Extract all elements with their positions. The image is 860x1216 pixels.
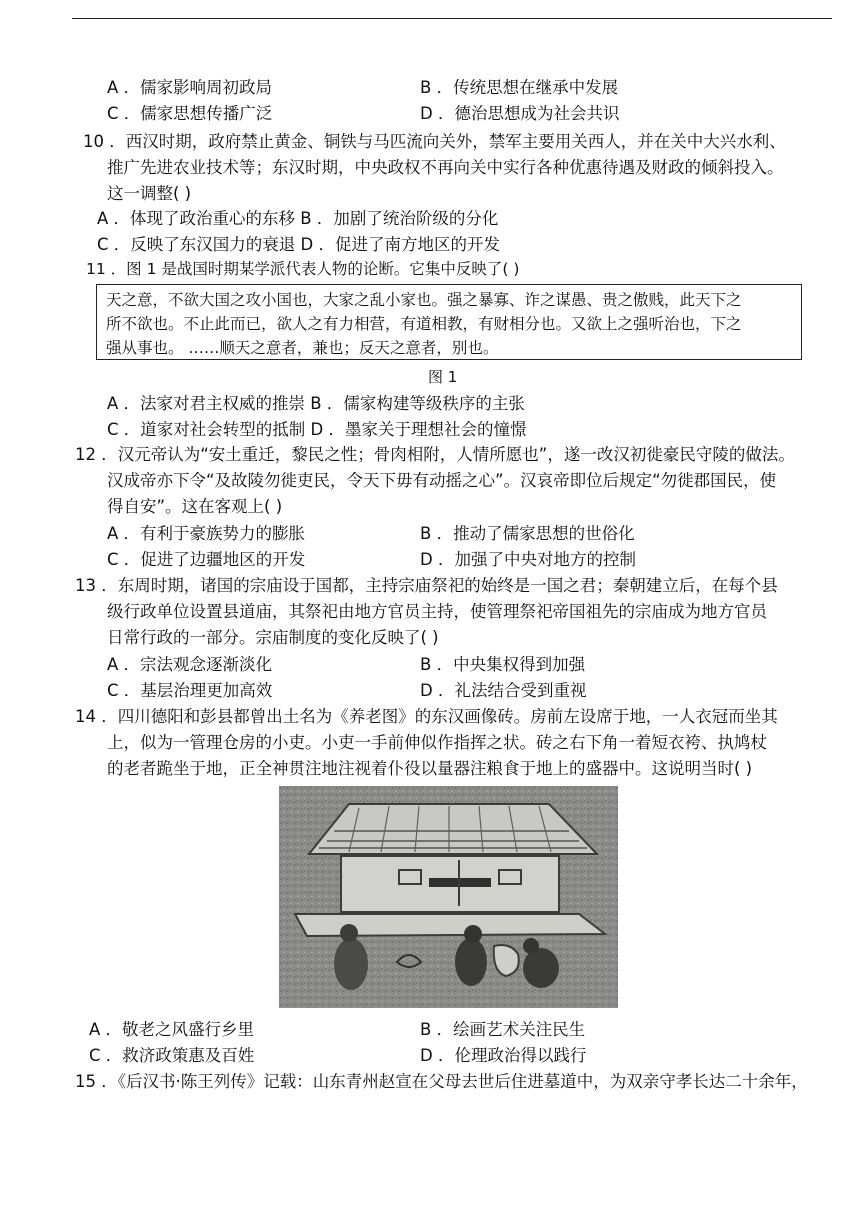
q14-stem-line-1: 14 ．四川德阳和彭县都曾出土名为《养老图》的东汉画像砖。房前左设席于地，一人衣冠而坐其: [75, 707, 778, 726]
q12-option-a[interactable]: A ．有利于豪族势力的膨胀: [107, 524, 306, 543]
q12-option-b[interactable]: B ．推动了儒家思想的世俗化: [420, 524, 635, 543]
q11-quote-line-1: 天之意，不欲大国之攻小国也，大家之乱小家也。强之暴寡、诈之谋愚、贵之傲贱，此天下之: [106, 291, 742, 309]
q13-option-c[interactable]: C ．基层治理更加高效: [107, 681, 273, 700]
q13-stem-line-1: 13 ．东周时期，诸国的宗庙设于国都，主持宗庙祭祀的始终是一国之君；秦朝建立后，在每个县: [75, 576, 778, 595]
q12-stem-line-2: 汉成帝亦下令“及故陵勿徙吏民，令天下毋有动摇之心”。汉哀帝即位后规定“勿徙郡国民，使: [107, 471, 777, 490]
brick-relief-image: [279, 786, 618, 1008]
q12-option-c[interactable]: C ．促进了边疆地区的开发: [107, 550, 306, 569]
q13-stem-line-3: 日常行政的一部分。宗庙制度的变化反映了( ): [107, 628, 439, 647]
q10-stem-line-2: 推广先进农业技术等；东汉时期，中央政权不再向关中实行各种优惠待遇及财政的倾斜投入。: [107, 158, 784, 177]
q11-options-ab[interactable]: A ．法家对君主权威的推崇 B ．儒家构建等级秩序的主张: [107, 394, 525, 413]
q13-option-d[interactable]: D ．礼法结合受到重视: [420, 681, 587, 700]
q11-quote-line-2: 所不欲也。不止此而已，欲人之有力相营，有道相教，有财相分也。又欲上之强听治也，下之: [106, 315, 742, 333]
q14-option-d[interactable]: D ．伦理政治得以践行: [420, 1046, 587, 1065]
q13-stem-line-2: 级行政单位设置县道庙，其祭祀由地方官员主持，使管理祭祀帝国祖先的宗庙成为地方官员: [107, 602, 767, 621]
q11-quote-line-3: 强从事也。 ……顺天之意者，兼也；反天之意者，别也。: [106, 339, 499, 357]
q9-option-b[interactable]: B ．传统思想在继承中发展: [420, 78, 619, 97]
q11-figure-caption: 图 1: [428, 368, 458, 386]
q10-options-cd[interactable]: C ．反映了东汉国力的衰退 D ．促进了南方地区的开发: [97, 235, 500, 254]
q11-quote-box: [96, 284, 802, 360]
header-rule: [72, 18, 832, 19]
q10-options-ab[interactable]: A ．体现了政治重心的东移 B ．加剧了统治阶级的分化: [97, 209, 499, 228]
q12-stem-line-3: 得自安”。这在客观上( ): [107, 497, 283, 516]
q11-options-cd[interactable]: C ．道家对社会转型的抵制 D ．墨家关于理想社会的憧憬: [107, 420, 527, 439]
q13-option-b[interactable]: B ．中央集权得到加强: [420, 655, 586, 674]
q15-stem-line-1: 15 ．《后汉书·陈王列传》记载：山东青州赵宣在父母去世后住进墓道中，为双亲守孝长达二十余年，: [75, 1072, 808, 1091]
q10-stem-line-3: 这一调整( ): [107, 184, 192, 203]
q9-option-d[interactable]: D ．德治思想成为社会共识: [420, 104, 620, 123]
q9-option-a[interactable]: A ．儒家影响周初政局: [107, 78, 273, 97]
q10-stem-line-1: 10 ．西汉时期，政府禁止黄金、铜铁与马匹流向关外，禁军主要用关西人，并在关中大兴水利、: [83, 132, 786, 151]
q11-stem-line-1: 11 ．图 1 是战国时期某学派代表人物的论断。它集中反映了( ): [86, 260, 520, 278]
q14-stem-line-3: 的老者跪坐于地，正全神贯注地注视着仆役以量器注粮食于地上的盛器中。这说明当时( ): [107, 759, 753, 778]
q14-option-b[interactable]: B ．绘画艺术关注民生: [420, 1020, 586, 1039]
q14-stem-line-2: 上，似为一管理仓房的小吏。小吏一手前伸似作指挥之状。砖之右下角一着短衣袴、执鸠杖: [107, 733, 767, 752]
q13-option-a[interactable]: A ．宗法观念逐渐淡化: [107, 655, 273, 674]
q14-option-c[interactable]: C ．救济政策惠及百姓: [89, 1046, 255, 1065]
q12-stem-line-1: 12 ．汉元帝认为“安土重迁，黎民之性；骨肉相附，人情所愿也”，遂一改汉初徙豪民守陵的做法。: [75, 445, 795, 464]
q12-option-d[interactable]: D ．加强了中央对地方的控制: [420, 550, 636, 569]
q9-option-c[interactable]: C ．儒家思想传播广泛: [107, 104, 273, 123]
q14-option-a[interactable]: A ．敬老之风盛行乡里: [89, 1020, 255, 1039]
